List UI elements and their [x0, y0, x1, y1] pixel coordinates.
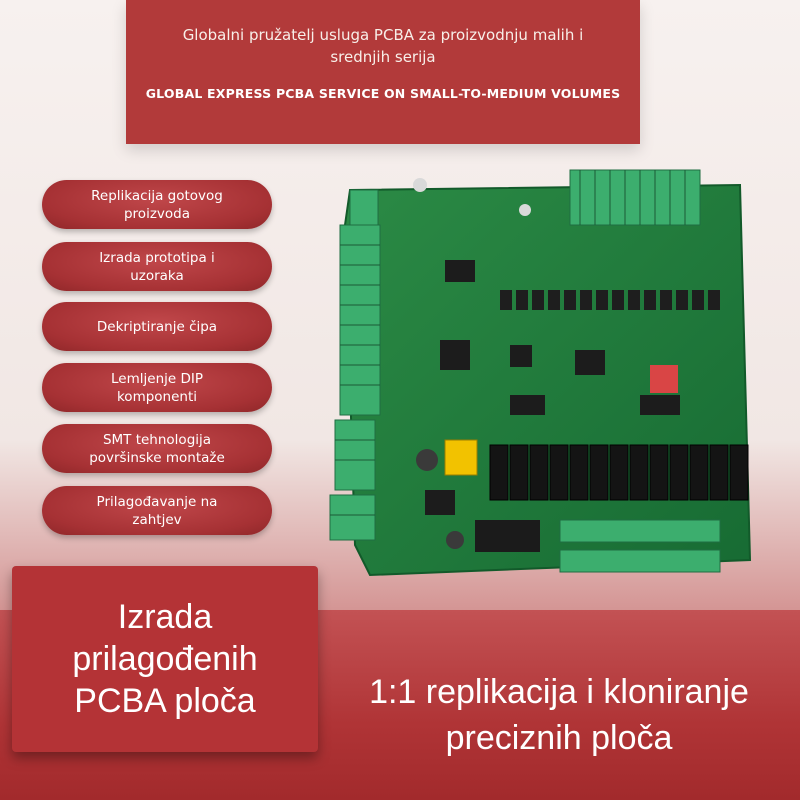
banner-title-croatian: Globalni pružatelj usluga PCBA za proizvodnju malih i srednjih serija	[182, 26, 584, 66]
service-pill-prototype[interactable]	[42, 242, 272, 291]
service-label: SMT tehnologija površinske montaže	[89, 431, 225, 466]
service-pill-dip-soldering[interactable]	[42, 363, 272, 412]
custom-pcba-text: Izrada prilagođenih PCBA ploča	[72, 598, 258, 720]
service-label: Replikacija gotovog proizvoda	[91, 187, 223, 222]
service-pill-replication[interactable]	[42, 180, 272, 229]
replication-text: 1:1 replikacija i kloniranje preciznih ploča	[369, 673, 749, 757]
custom-pcba-panel	[12, 566, 318, 752]
service-label: Lemljenje DIP komponenti	[111, 370, 203, 405]
service-label: Dekriptiranje čipa	[96, 318, 218, 335]
banner-title-english: GLOBAL EXPRESS PCBA SERVICE ON SMALL-TO-MEDIUM VOLUMES	[145, 86, 621, 101]
service-label: Izrada prototipa i uzoraka	[99, 249, 215, 284]
pcb-board-image	[310, 165, 780, 585]
service-pill-smt[interactable]	[42, 424, 272, 473]
replication-panel	[318, 630, 800, 800]
service-label: Prilagođavanje na zahtjev	[96, 493, 218, 528]
service-pill-chip-decryption[interactable]	[42, 302, 272, 351]
header-banner	[126, 0, 640, 144]
service-pill-customization[interactable]	[42, 486, 272, 535]
